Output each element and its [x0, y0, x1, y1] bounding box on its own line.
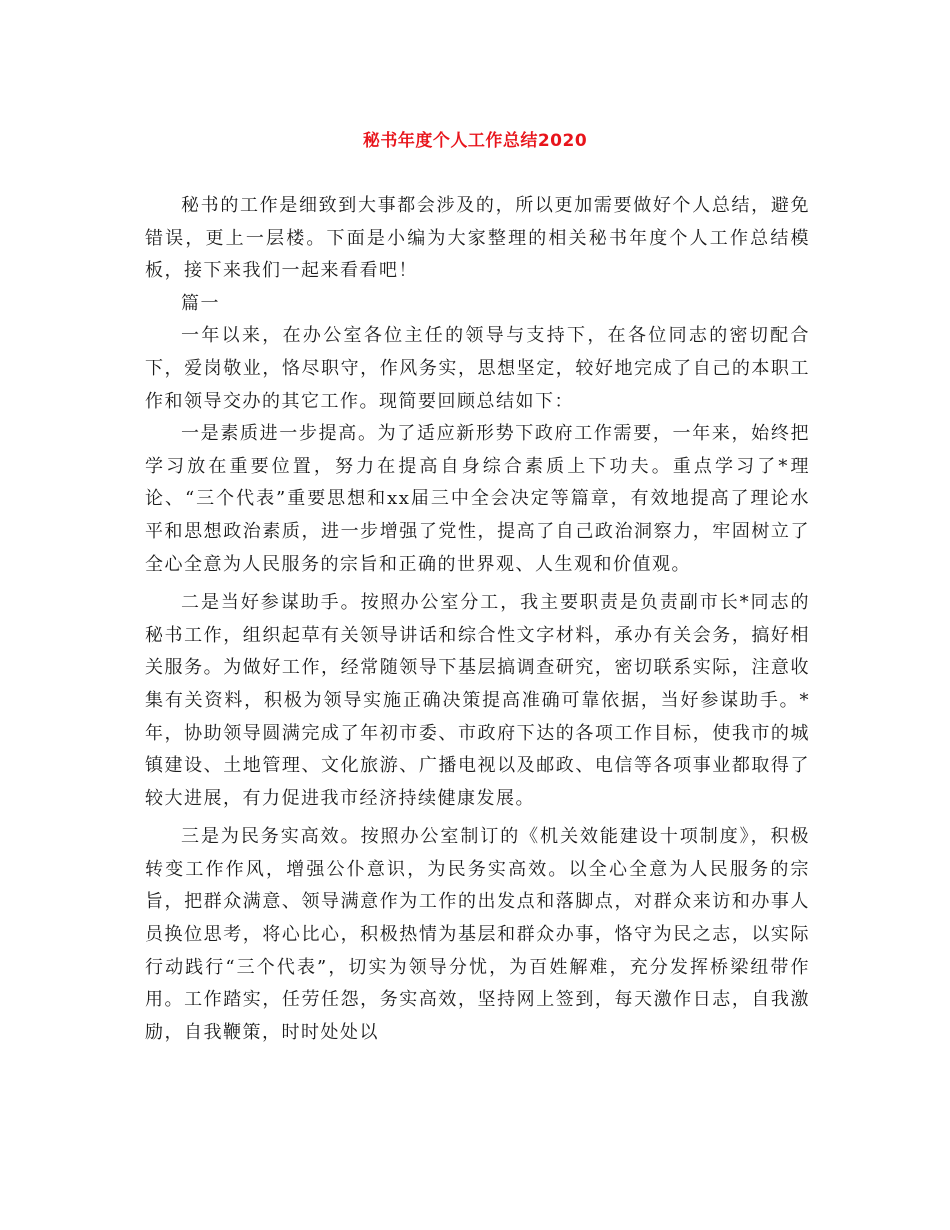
document-title: 秘书年度个人工作总结2020	[362, 131, 588, 151]
paragraph-point-three: 三是为民务实高效。按照办公室制订的《机关效能建设十项制度》，积极转变工作作风，增强公仆意识，为民务实高效。以全心全意为人民服务的宗旨，把群众满意、领导满意作为工作的出发点和落脚点，对群众来访和办事人员换位思考，将心比心，积极热情为基层和群众办事，恪守为民之志，以实际行动践行“三个代表”，切实为领导分忧，为百姓解难，充分发挥桥梁纽带作用。工作踏实，任劳任怨，务实高效，坚持网上签到，每天激作日志，自我激励，自我鞭策，时时处处以	[145, 826, 810, 1043]
paragraph-intro: 秘书的工作是细致到大事都会涉及的，所以更加需要做好个人总结，避免错误，更上一层楼。下面是小编为大家整理的相关秘书年度个人工作总结模板，接下来我们一起来看看吧！	[145, 195, 810, 282]
paragraph-overview: 一年以来，在办公室各位主任的领导与支持下，在各位同志的密切配合下，爱岗敬业，恪尽职守，作风务实，思想坚定，较好地完成了自己的本职工作和领导交办的其它工作。现简要回顾总结如下：	[145, 325, 810, 412]
document-body	[145, 190, 810, 1049]
paragraph-point-two: 二是当好参谋助手。按照办公室分工，我主要职责是负责副市长*同志的秘书工作，组织起草有关领导讲话和综合性文字材料，承办有关会务，搞好相关服务。为做好工作，经常随领导下基层搞调查研究，密切联系实际，注意收集有关资料，积极为领导实施正确决策提高准确可靠依据，当好参谋助手。*年，协助领导圆满完成了年初市委、市政府下达的各项工作目标，使我市的城镇建设、土地管理、文化旅游、广播电视以及邮政、电信等各项事业都取得了较大进展，有力促进我市经济持续健康发展。	[145, 592, 810, 809]
paragraph-point-one: 一是素质进一步提高。为了适应新形势下政府工作需要，一年来，始终把学习放在重要位置，努力在提高自身综合素质上下功夫。重点学习了*理论、“三个代表”重要思想和xx届三中全会决定等篇章，有效地提高了理论水平和思想政治素质，进一步增强了党性，提高了自己政治洞察力，牢固树立了全心全意为人民服务的宗旨和正确的世界观、人生观和价值观。	[145, 423, 810, 575]
paragraph-section-heading: 篇一	[181, 292, 220, 314]
